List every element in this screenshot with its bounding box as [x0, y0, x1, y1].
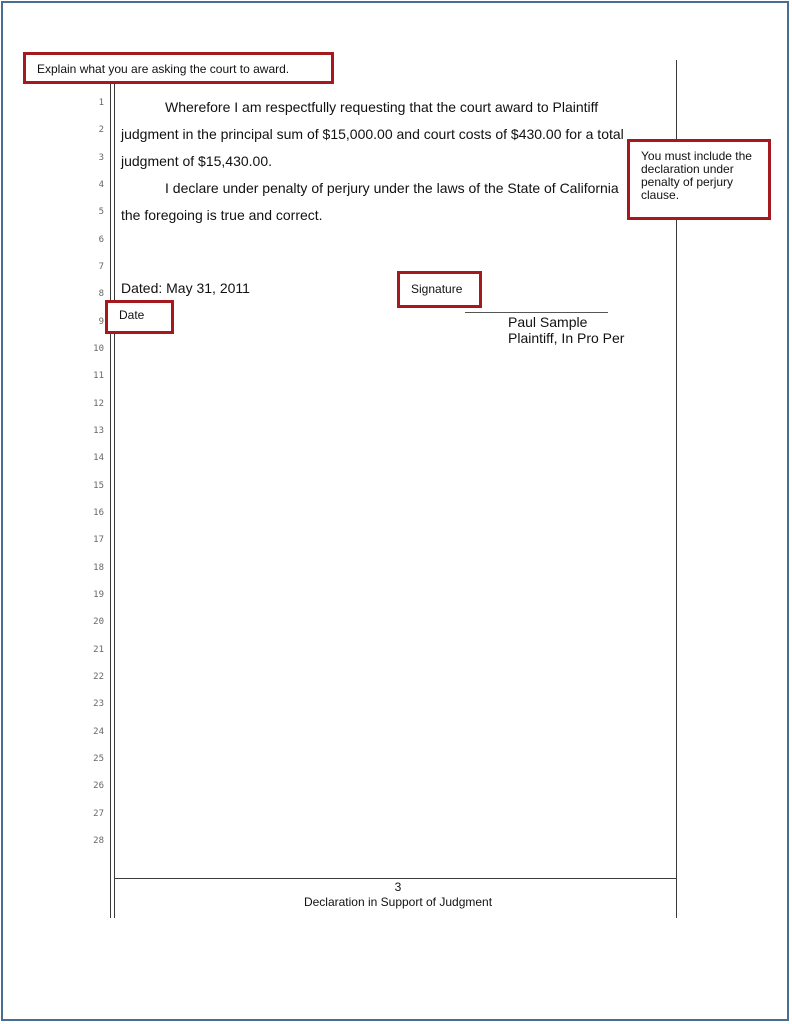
line-number: 28: [93, 835, 104, 846]
line-number: 8: [98, 289, 104, 300]
line-number: 23: [93, 699, 104, 710]
line-number: 15: [93, 480, 104, 491]
line-number: 12: [93, 398, 104, 409]
line-number: 22: [93, 671, 104, 682]
callout-award: [23, 52, 334, 84]
callout-signature-text: Signature: [411, 282, 463, 296]
callout-date: [105, 300, 174, 334]
line-number: 17: [93, 535, 104, 546]
line-number: 25: [93, 753, 104, 764]
dated-label: Dated: May 31, 2011: [121, 280, 250, 296]
line-number: 24: [93, 726, 104, 737]
callout-award-text: Explain what you are asking the court to award.: [37, 62, 290, 76]
callout-date-text: Date: [119, 308, 145, 322]
paragraph-line-3: judgment of $15,430.00.: [121, 153, 273, 169]
line-number: 21: [93, 644, 104, 655]
line-number: 2: [98, 125, 104, 136]
line-number: 19: [93, 589, 104, 600]
left-margin-rule-outer: [110, 84, 111, 918]
page-number: 3: [394, 880, 402, 894]
callout-declaration: [627, 139, 771, 220]
line-number: 14: [93, 453, 104, 464]
paragraph-line-5: the foregoing is true and correct.: [121, 207, 323, 223]
line-number: 7: [98, 261, 104, 272]
line-number: 26: [93, 781, 104, 792]
footer-rule: [115, 878, 676, 879]
signer-name: Paul Sample: [508, 314, 588, 330]
paragraph-line-2: judgment in the principal sum of $15,000.00 and court costs of $430.00 for a total: [121, 126, 624, 142]
line-number: 3: [98, 152, 104, 163]
line-number: 4: [98, 179, 104, 190]
line-number: 6: [98, 234, 104, 245]
footer-title: Declaration in Support of Judgment: [303, 895, 493, 909]
line-number: 10: [93, 343, 104, 354]
signer-title: Plaintiff, In Pro Per: [508, 330, 625, 346]
left-margin-rule-inner: [114, 84, 115, 918]
line-number: 27: [93, 808, 104, 819]
line-number: 20: [93, 617, 104, 628]
signature-line: [465, 312, 608, 313]
line-number: 1: [98, 98, 104, 108]
line-number: 9: [98, 316, 104, 327]
line-number: 11: [93, 371, 104, 382]
paragraph-line-4: I declare under penalty of perjury under the laws of the State of California: [165, 180, 619, 196]
callout-signature: [397, 271, 482, 308]
line-number: 18: [93, 562, 104, 573]
paragraph-line-1: Wherefore I am respectfully requesting that the court award to Plaintiff: [165, 99, 599, 115]
line-number: 13: [93, 425, 104, 436]
line-number: 5: [98, 207, 104, 218]
line-number: 16: [93, 507, 104, 518]
callout-declaration-text: You must include the declaration under penalty of perjury clause.: [641, 149, 752, 202]
